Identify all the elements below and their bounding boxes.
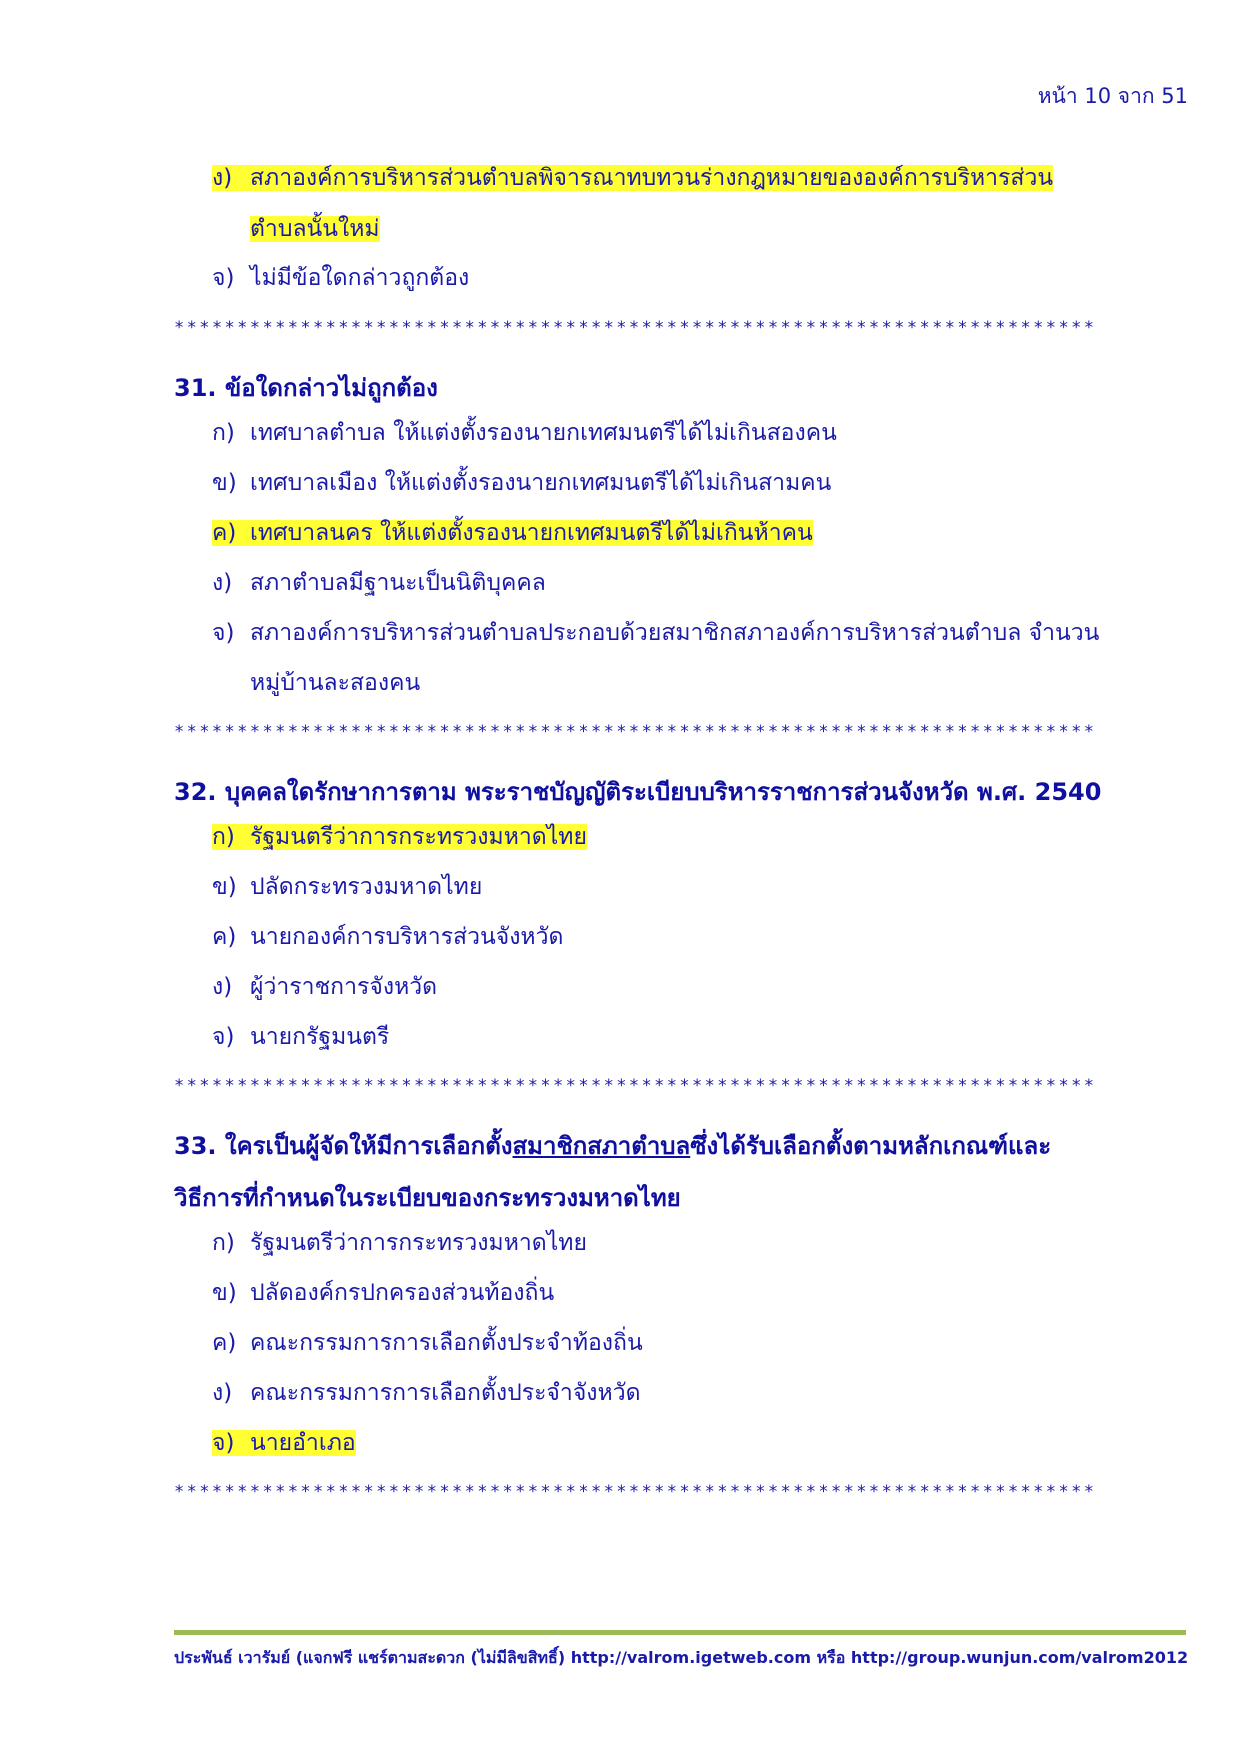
q33-option-a: ก) รัฐมนตรีว่าการกระทรวงมหาดไทย (212, 1230, 587, 1256)
option-e-prev: จ) ไม่มีข้อใดกล่าวถูกต้อง (212, 265, 470, 291)
q32-option-d: ง) ผู้ว่าราชการจังหวัด (212, 974, 438, 1000)
question-33-title: 33. ใครเป็นผู้จัดให้มีการเลือกตั้งสมาชิกสภาตำบลซึ่งได้รับเลือกตั้งตามหลักเกณฑ์และ (174, 1132, 1052, 1160)
q32-option-c: ค) นายกองค์การบริหารส่วนจังหวัด (212, 924, 564, 950)
question-31-title: 31. ข้อใดกล่าวไม่ถูกต้อง (174, 374, 438, 402)
q31-option-e-cont: หมู่บ้านละสองคน (250, 670, 421, 696)
q33-option-d: ง) คณะกรรมการการเลือกตั้งประจำจังหวัด (212, 1380, 641, 1406)
q31-option-e: จ) สภาองค์การบริหารส่วนตำบลประกอบด้วยสมาชิกสภาองค์การบริหารส่วนตำบล จำนวน (212, 620, 1100, 646)
q33-option-b: ข) ปลัดองค์กรปกครองส่วนท้องถิ่น (212, 1280, 555, 1306)
underlined-term: สมาชิกสภาตำบล (512, 1132, 691, 1160)
question-32-title: 32. บุคคลใดรักษาการตาม พระราชบัญญัติระเบียบบริหารราชการส่วนจังหวัด พ.ศ. 2540 (174, 778, 1102, 806)
q33-option-c: ค) คณะกรรมการการเลือกตั้งประจำท้องถิ่น (212, 1330, 643, 1356)
footer-credit: ประพันธ์ เวารัมย์ (แจกฟรี แชร์ตามสะดวก (ไม่มีลิขสิทธิ์) http://valrom.igetweb.com หรือ http://group.wunjun.com/valrom2012 (174, 1648, 1189, 1667)
option-d-prev: ง) สภาองค์การบริหารส่วนตำบลพิจารณาทบทวนร่างกฎหมายขององค์การบริหารส่วน (212, 165, 1054, 191)
option-d-prev-cont: ตำบลนั้นใหม่ (250, 216, 380, 242)
page-number: หน้า 10 จาก 51 (1037, 84, 1188, 108)
q31-option-a: ก) เทศบาลตำบล ให้แต่งตั้งรองนายกเทศมนตรีได้ไม่เกินสองคน (212, 420, 837, 446)
q32-option-b: ข) ปลัดกระทรวงมหาดไทย (212, 874, 483, 900)
q31-option-b: ข) เทศบาลเมือง ให้แต่งตั้งรองนายกเทศมนตรีได้ไม่เกินสามคน (212, 470, 832, 496)
question-33-title-cont: วิธีการที่กำหนดในระเบียบของกระทรวงมหาดไทย (174, 1184, 681, 1212)
separator: ************************************************************************* (174, 1482, 1097, 1502)
q32-option-e: จ) นายกรัฐมนตรี (212, 1024, 390, 1050)
separator: ************************************************************************* (174, 722, 1097, 742)
q32-option-a: ก) รัฐมนตรีว่าการกระทรวงมหาดไทย (212, 824, 587, 850)
q33-option-e: จ) นายอำเภอ (212, 1430, 356, 1456)
footer-rule (174, 1630, 1186, 1635)
q31-option-c: ค) เทศบาลนคร ให้แต่งตั้งรองนายกเทศมนตรีได้ไม่เกินห้าคน (212, 520, 813, 546)
separator: ************************************************************************* (174, 318, 1097, 338)
separator: ************************************************************************* (174, 1076, 1097, 1096)
q31-option-d: ง) สภาตำบลมีฐานะเป็นนิติบุคคล (212, 570, 546, 596)
